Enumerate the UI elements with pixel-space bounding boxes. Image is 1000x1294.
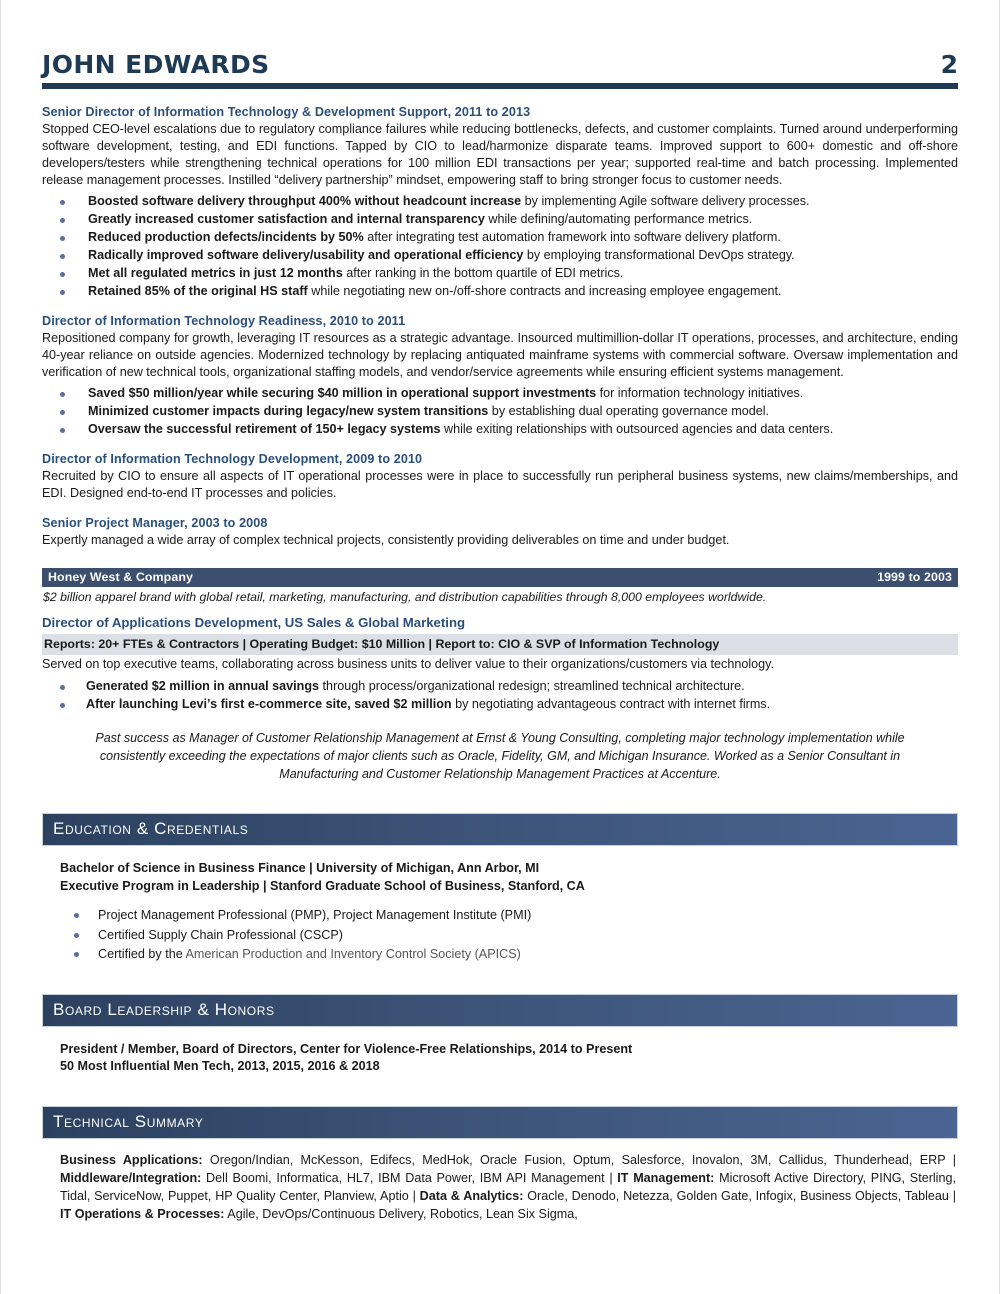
certification-text: Certified by the: [98, 947, 186, 962]
achievement-bullet-rest: after integrating test automation framework into software delivery platform.: [363, 230, 781, 245]
certification-text: Project Management Professional (PMP), Project Management Institute (PMI): [98, 908, 532, 923]
reports-bar: Reports: 20+ FTEs & Contractors | Operating Budget: $10 Million | Report to: CIO & SVP of Information Technology: [42, 634, 958, 655]
section-header-technical: Technical Summary: [42, 1106, 958, 1139]
candidate-name: JOHN EDWARDS: [42, 50, 270, 79]
company-bar: [42, 568, 958, 587]
job-block-2: [42, 313, 958, 438]
job-summary: Expertly managed a wide array of complex technical projects, consistently providing deliverables on time and under budget.: [42, 532, 730, 547]
section-header-board: Board Leadership & Honors: [42, 994, 958, 1027]
degree-line: Executive Program in Leadership | Stanford Graduate School of Business, Stanford, CA: [60, 879, 585, 894]
job-block-3: [42, 451, 958, 502]
tech-category-items: Dell Boomi, Informatica, HL7, IBM Data Power, IBM API Management |: [201, 1171, 618, 1186]
board-body: [42, 1027, 958, 1077]
achievement-bullet: [42, 421, 958, 438]
achievement-bullet: [42, 283, 958, 300]
spacer: [42, 550, 958, 568]
tech-category-label: IT Management:: [617, 1171, 715, 1186]
achievement-bullet-rest: while exiting relationships with outsourced agencies and data centers.: [440, 421, 834, 436]
achievement-bullet-rest: by establishing dual operating governance model.: [488, 403, 770, 418]
achievement-bullet: [42, 385, 958, 402]
job-block-4: [42, 515, 958, 549]
education-body: [42, 846, 958, 963]
spacer: [42, 503, 958, 515]
technical-summary-body: [42, 1139, 958, 1224]
company-achievements-list: [42, 678, 958, 713]
achievement-bullet-lead: Retained 85% of the original HS staff: [88, 283, 308, 298]
company-dates: 1999 to 2003: [877, 569, 952, 584]
achievement-bullet-lead: Generated $2 million in annual savings: [86, 678, 320, 693]
tech-category-items: Agile, DevOps/Continuous Delivery, Robotics, Lean Six Sigma,: [224, 1206, 578, 1221]
achievement-bullet-rest: through process/organizational redesign; streamlined technical architecture.: [319, 678, 745, 693]
achievement-bullet: [42, 193, 958, 210]
job-block-1: [42, 104, 958, 300]
achievement-bullet-lead: Met all regulated metrics in just 12 months: [88, 265, 343, 280]
closing-note: Past success as Manager of Customer Relationship Management at Ernst & Young Consulting, completing major technology implementation while consistently exceeding the expectations of major clients such as Oracle, Fidelity, GM, and Michigan Insurance. Worked as a Senior Consultant in Manufacturing and Customer Relationship Management Practices at Accenture.: [95, 731, 905, 781]
section-header-education: Education & Credentials: [42, 813, 958, 846]
achievement-bullet-lead: Oversaw the successful retirement of 150+ legacy systems: [88, 421, 441, 436]
board-line: 50 Most Influential Men Tech, 2013, 2015, 2016 & 2018: [60, 1059, 380, 1074]
job-summary: Stopped CEO-level escalations due to regulatory compliance failures while reducing bottlenecks, defects, and customer complaints. Turned around underperforming software development, testing, and EDI functions. Tapped by CIO to lead/harmonize disparate teams. Improved support to 600+ domestic and off-shore developers/testers while strengthening technical operations for 100 million EDI transactions per year; supported real-time and batch processing. Implemented release management processes. Instilled “delivery partnership” mindset, empowering staff to bring stronger focus to customer needs.: [42, 122, 958, 188]
degree-line: Bachelor of Science in Business Finance | University of Michigan, Ann Arbor, MI: [60, 861, 540, 876]
achievement-bullet-rest: after ranking in the bottom quartile of EDI metrics.: [342, 265, 624, 280]
achievement-bullet-rest: while defining/automating performance metrics.: [484, 212, 753, 227]
achievement-bullet-rest: by negotiating advantageous contract with internet firms.: [451, 696, 771, 711]
tech-category-label: Business Applications:: [60, 1153, 203, 1168]
certification-org: American Production and Inventory Control Society (APICS): [185, 947, 521, 962]
achievement-bullet: [42, 265, 958, 282]
company-role-title: Director of Applications Development, US Sales & Global Marketing: [42, 614, 466, 630]
tech-category-items: Oracle, Denodo, Netezza, Golden Gate, Infogix, Business Objects, Tableau |: [523, 1189, 956, 1204]
certification-item: [60, 945, 958, 964]
company-name: Honey West & Company: [48, 569, 193, 584]
tech-category-items: Oregon/Indian, McKesson, Edifecs, MedHok, Oracle Fusion, Optum, Salesforce, Inovalon, 3M, Callidus, Thunderhead, ERP |: [202, 1153, 956, 1168]
certifications-list: [60, 906, 958, 964]
job-title: Senior Director of Information Technology & Development Support, 2011 to 2013: [42, 105, 531, 119]
achievement-bullet-rest: by employing transformational DevOps strategy.: [523, 247, 795, 262]
certification-item: [60, 906, 958, 925]
certification-text: Certified Supply Chain Professional (CSCP): [98, 927, 343, 942]
achievement-bullet-rest: while negotiating new on-/off-shore contracts and increasing employee engagement.: [307, 283, 782, 298]
page-number: 2: [940, 50, 958, 79]
tech-category-label: IT Operations & Processes:: [60, 1206, 225, 1221]
job-achievements-list: [42, 193, 958, 300]
achievement-bullet: [42, 678, 958, 695]
tech-category-label: Middleware/Integration:: [60, 1171, 202, 1186]
achievement-bullet-lead: Reduced production defects/incidents by 50%: [88, 230, 364, 245]
job-summary: Repositioned company for growth, leveraging IT resources as a strategic advantage. Insourced multimillion-dollar IT operations, processes, and architecture, ending 40-year reliance on outside agencies. Modernized technology by replacing antiquated mainframe systems with commercial software. Oversaw implementation and verification of new technical tools, organizational staffing models, and vendor/service agreements while ensuring efficient systems management.: [42, 330, 958, 379]
achievement-bullet-lead: Saved $50 million/year while securing $40 million in operational support investments: [88, 385, 597, 400]
certification-item: [60, 926, 958, 945]
tech-category-items: Microsoft Active Directory, PING, Sterling, Tidal, ServiceNow, Puppet, HP Quality Center, Planview, Aptio |: [60, 1171, 956, 1204]
achievement-bullet: [42, 229, 958, 246]
header-rule: [42, 83, 958, 89]
job-summary: Recruited by CIO to ensure all aspects of IT operational processes were in place to successfully run peripheral business systems, new claims/memberships, and EDI. Designed end-to-end IT processes and policies.: [42, 468, 958, 500]
company-tagline: $2 billion apparel brand with global retail, marketing, manufacturing, and distribution capabilities through 8,000 employees worldwide.: [43, 589, 767, 604]
page-content: [42, 0, 958, 1224]
achievement-bullet: [42, 247, 958, 264]
achievement-bullet-lead: After launching Levi’s first e-commerce site, saved $2 million: [86, 696, 452, 711]
achievement-bullet-rest: for information technology initiatives.: [596, 385, 804, 400]
spacer: [42, 301, 958, 313]
achievement-bullet: [42, 403, 958, 420]
tech-category-label: Data & Analytics:: [419, 1189, 524, 1204]
achievement-bullet-lead: Greatly increased customer satisfaction and internal transparency: [88, 212, 485, 227]
achievement-bullet: [42, 211, 958, 228]
achievement-bullet-rest: by implementing Agile software delivery processes.: [521, 194, 810, 209]
board-line: President / Member, Board of Directors, Center for Violence-Free Relationships, 2014 to Present: [60, 1041, 633, 1056]
achievement-bullet-lead: Boosted software delivery throughput 400% without headcount increase: [88, 194, 522, 209]
job-achievements-list: [42, 385, 958, 438]
job-title: Director of Information Technology Development, 2009 to 2010: [42, 451, 423, 466]
achievement-bullet-lead: Minimized customer impacts during legacy/new system transitions: [88, 403, 489, 418]
company-summary: Served on top executive teams, collaborating across business units to deliver value to their organizations/customers via technology.: [42, 657, 774, 672]
achievement-bullet-lead: Radically improved software delivery/usability and operational efficiency: [88, 247, 524, 262]
achievement-bullet: [42, 696, 958, 713]
spacer: [42, 439, 958, 451]
job-title: Senior Project Manager, 2003 to 2008: [42, 515, 268, 530]
job-title: Director of Information Technology Readiness, 2010 to 2011: [42, 313, 406, 328]
page-header: [42, 0, 958, 77]
